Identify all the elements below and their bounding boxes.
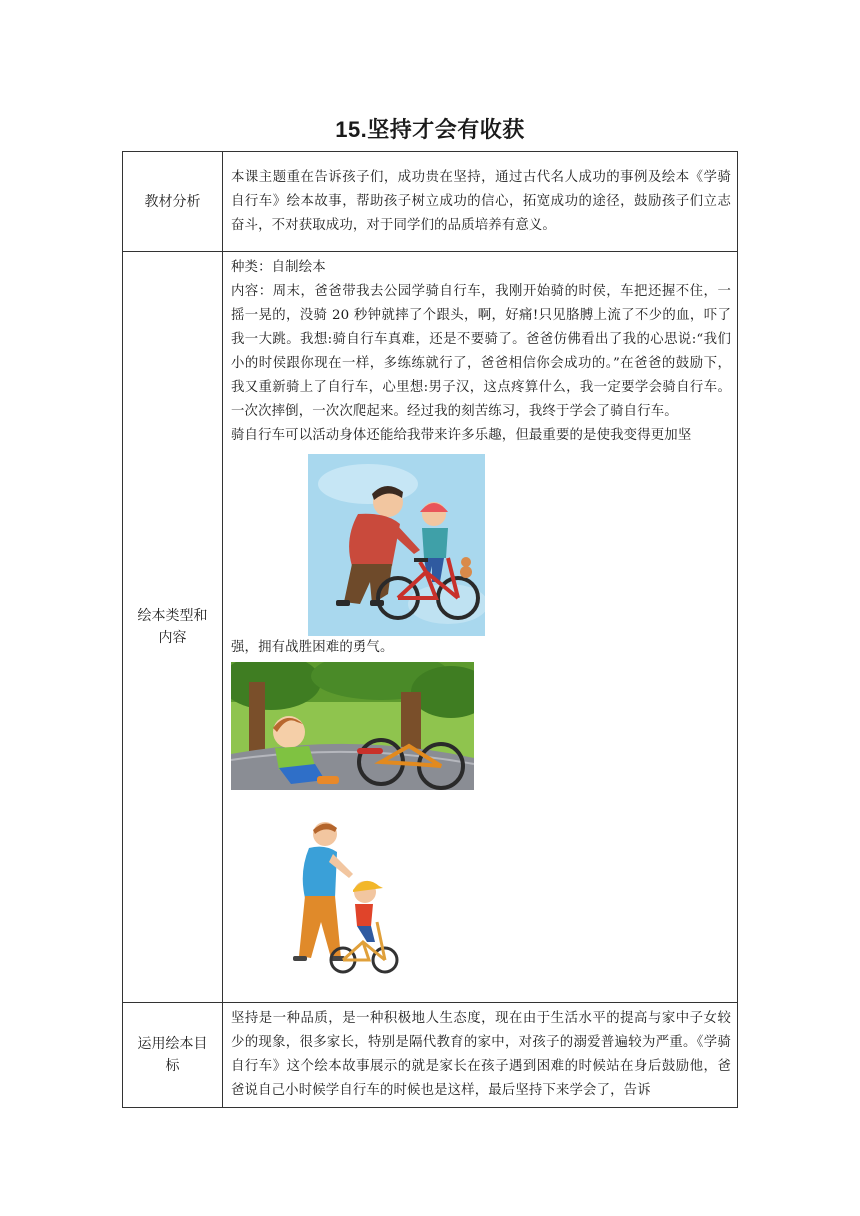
material-analysis-text: 本课主题重在告诉孩子们，成功贵在坚持，通过古代名人成功的事例及绘本《学骑自行车》绘本故事，帮助孩子树立成功的信心，拓宽成功的途径，鼓励孩子们立志奋斗，不对获取成功，对于同学们的品质培养有意义。 (231, 169, 731, 233)
book-sentence-end: 强，拥有战胜困难的勇气。 (231, 640, 394, 655)
table-row (123, 1003, 738, 1108)
book-kind: 种类：自制绘本 (231, 260, 326, 275)
father-pushing-child-on-bike-illustration (255, 818, 400, 983)
row-content-picture-book (223, 252, 738, 1003)
row-label-goals: 运用绘本目标 (123, 1003, 223, 1108)
book-content: 内容：周末，爸爸带我去公园学骑自行车，我刚开始骑的时侯，车把还握不住，一摇一晃的，没骑 20 秒钟就摔了个跟头，啊，好痛!只见胳膊上流了不少的血，吓了我一大跳。我想:骑自行车真难，还是不要骑了。爸爸仿佛看出了我的心思说:“我们小的时侯跟你现在一样，多练练就行了，爸爸相信你会成功的。”在爸爸的鼓励下，我又重新骑上了自行车，心里想:男子汉，这点疼算什么，我一定要学会骑自行车。一次次摔倒，一次次爬起来。经过我的刻苦练习，我终于学会了骑自行车。 (231, 284, 731, 419)
table-row (123, 152, 738, 252)
row-label-material-analysis: 教材分析 (123, 152, 223, 252)
goals-text: 坚持是一种品质，是一种积极地人生态度，现在由于生活水平的提高与家中子女较少的现象，很多家长，特别是隔代教育的家中，对孩子的溺爱普遍较为严重。《学骑自行车》这个绘本故事展示的就是家长在孩子遇到困难的时候站在身后鼓励他，爸爸说自己小时候学自行车的时候也是这样，最后坚持下来学会了，告诉 (231, 1011, 731, 1098)
row-content-goals (223, 1003, 738, 1108)
child-fallen-off-bike-in-park-illustration (231, 662, 474, 790)
book-sentence-start: 骑自行车可以活动身体还能给我带来许多乐趣，但最重要的是使我变得更加坚 (231, 428, 692, 443)
row-content-material-analysis (223, 152, 738, 252)
page-title: 15.坚持才会有收获 (335, 117, 525, 142)
lesson-table (122, 151, 738, 1108)
father-helping-child-ride-bike-illustration (308, 454, 485, 636)
table-row (123, 252, 738, 1003)
row-label-picture-book: 绘本类型和内容 (123, 252, 223, 1003)
